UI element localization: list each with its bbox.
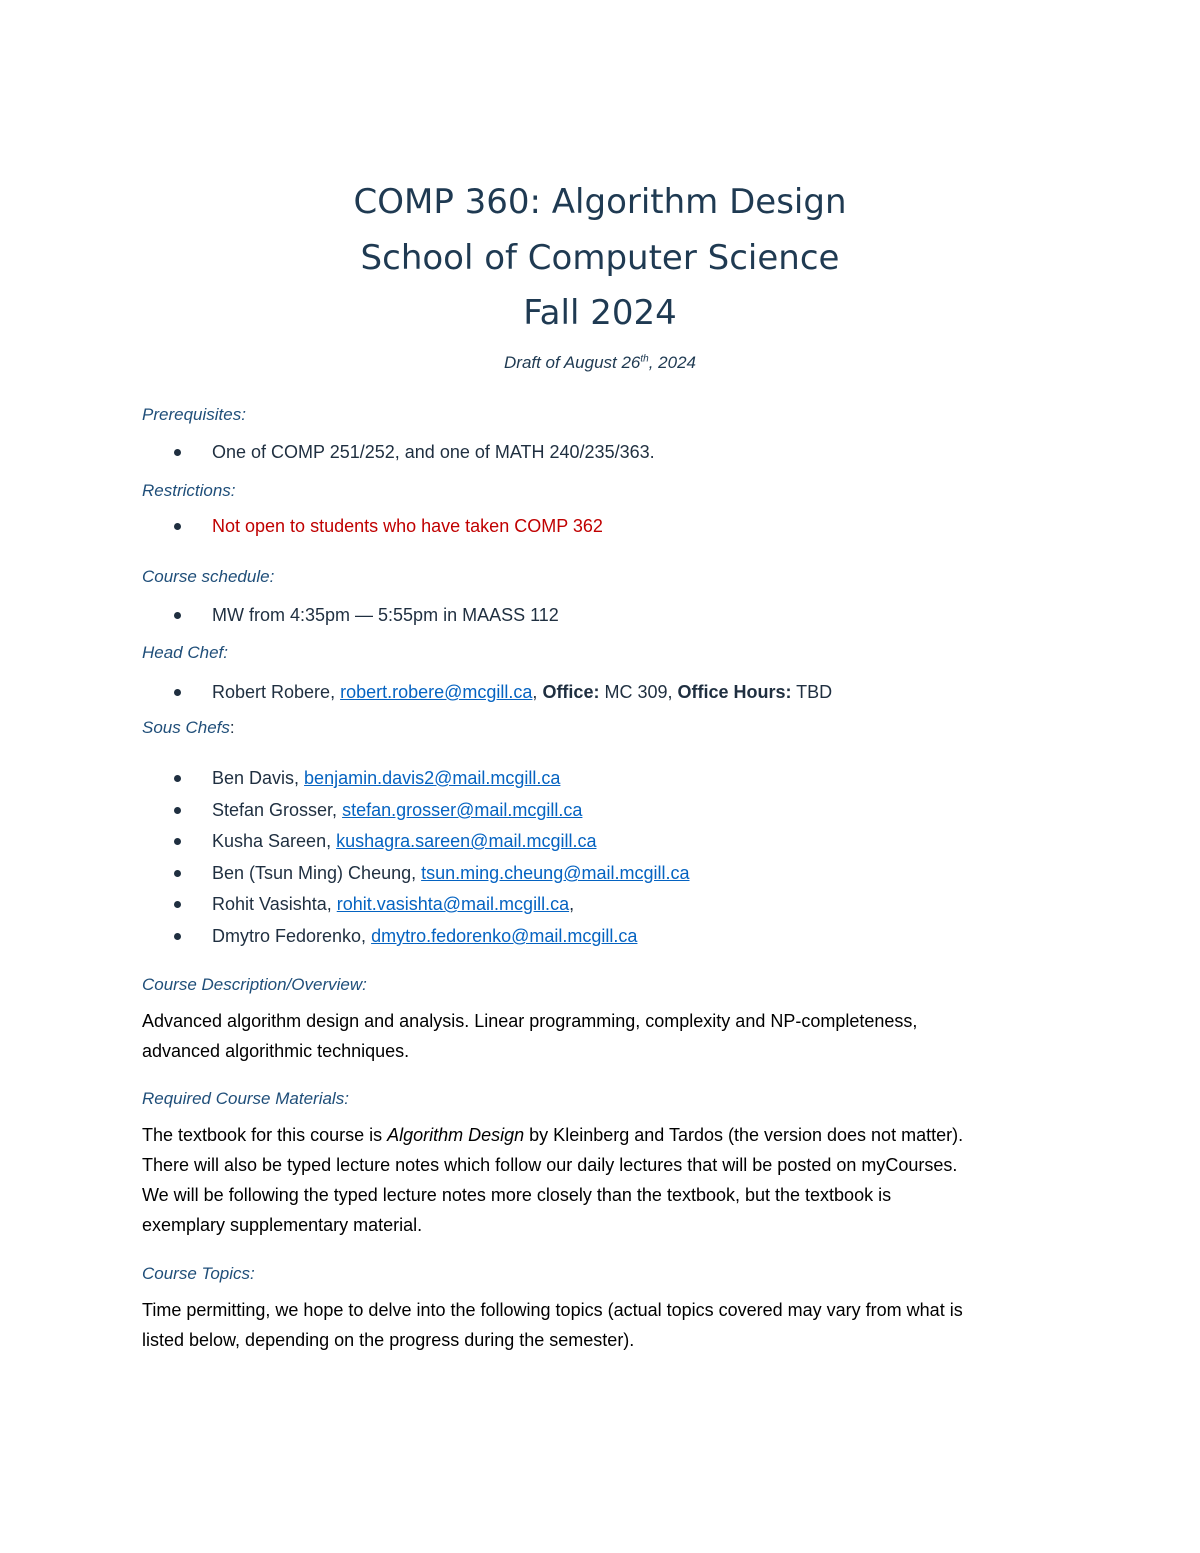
sous-chef-name: Kusha Sareen, xyxy=(212,831,337,851)
sous-chef-email-link[interactable]: stefan.grosser@mail.mcgill.ca xyxy=(342,800,583,820)
description-line: Advanced algorithm design and analysis. Linear programming, complexity and NP-completeness, xyxy=(142,1011,918,1031)
sous-chef-text xyxy=(212,862,690,884)
draft-date xyxy=(0,353,1200,373)
draft-date-suffix: , 2024 xyxy=(648,353,696,372)
sous-chefs-heading xyxy=(142,717,235,739)
sous-chef-email-link[interactable]: tsun.ming.cheung@mail.mcgill.ca xyxy=(421,863,690,883)
topics-line: Time permitting, we hope to delve into the following topics (actual topics covered may vary from what is xyxy=(142,1300,963,1320)
sous-chef-trail: , xyxy=(569,894,575,914)
sous-chef-text xyxy=(212,767,560,789)
description-line: advanced algorithmic techniques. xyxy=(142,1041,410,1061)
draft-date-prefix: Draft of August 26 xyxy=(504,353,641,372)
bullet-icon xyxy=(174,807,181,814)
bullet-icon xyxy=(174,870,181,877)
sous-chef-text xyxy=(212,925,637,947)
materials-line: There will also be typed lecture notes which follow our daily lectures that will be posted on myCourses. xyxy=(142,1155,958,1175)
textbook-title: Algorithm Design xyxy=(387,1125,525,1145)
office-hours-label: Office Hours: xyxy=(677,682,792,702)
sous-chef-email-link[interactable]: rohit.vasishta@mail.mcgill.ca xyxy=(336,894,570,914)
head-chef-email-link[interactable]: robert.robere@mcgill.ca xyxy=(340,682,533,702)
sous-chefs-heading-colon: : xyxy=(229,718,235,737)
topics-text xyxy=(142,1295,1072,1355)
bullet-icon xyxy=(174,523,181,530)
sous-chef-text xyxy=(212,893,574,915)
head-chef-name: Robert Robere, xyxy=(212,682,341,702)
bullet-icon xyxy=(174,775,181,782)
draft-date-sup: th xyxy=(640,353,649,365)
schedule-heading: Course schedule: xyxy=(142,567,275,586)
sous-chef-name: Ben Davis, xyxy=(212,768,305,788)
separator: , xyxy=(532,682,543,702)
sous-chef-email-link[interactable]: kushagra.sareen@mail.mcgill.ca xyxy=(336,831,597,851)
sous-chef-name: Ben (Tsun Ming) Cheung, xyxy=(212,863,422,883)
restrictions-text: Not open to students who have taken COMP 362 xyxy=(212,516,603,536)
restrictions-heading: Restrictions: xyxy=(142,481,236,500)
topics-line: listed below, depending on the progress during the semester). xyxy=(142,1330,635,1350)
bullet-icon xyxy=(174,933,181,940)
sous-chef-email-link[interactable]: dmytro.fedorenko@mail.mcgill.ca xyxy=(371,926,638,946)
materials-heading: Required Course Materials: xyxy=(142,1089,349,1108)
description-heading: Course Description/Overview: xyxy=(142,975,367,994)
bullet-icon xyxy=(174,612,181,619)
sous-chef-text xyxy=(212,799,582,821)
bullet-icon xyxy=(174,901,181,908)
materials-text-c: by Kleinberg and Tardos (the version does not matter). xyxy=(524,1125,964,1145)
sous-chefs-heading-text: Sous Chefs xyxy=(142,718,230,737)
bullet-icon xyxy=(174,838,181,845)
head-chef-text xyxy=(212,681,832,703)
office-label: Office: xyxy=(542,682,600,702)
office-hours-value: TBD xyxy=(791,682,833,702)
office-value: MC 309, xyxy=(599,682,678,702)
course-title: COMP 360: Algorithm Design xyxy=(353,182,847,222)
sous-chef-email-link[interactable]: benjamin.davis2@mail.mcgill.ca xyxy=(304,768,561,788)
prerequisites-heading: Prerequisites: xyxy=(142,405,246,424)
bullet-icon xyxy=(174,689,181,696)
bullet-icon xyxy=(174,449,181,456)
head-chef-heading: Head Chef: xyxy=(142,643,228,662)
materials-line xyxy=(142,1120,1072,1150)
term: Fall 2024 xyxy=(523,293,677,333)
materials-text-a: The textbook for this course is xyxy=(142,1125,388,1145)
prerequisites-text: One of COMP 251/252, and one of MATH 240/235/363. xyxy=(212,442,655,462)
description-text xyxy=(142,1006,1072,1066)
materials-text xyxy=(142,1120,1072,1240)
school-name: School of Computer Science xyxy=(360,238,840,278)
sous-chef-name: Dmytro Fedorenko, xyxy=(212,926,372,946)
materials-line: exemplary supplementary material. xyxy=(142,1215,423,1235)
schedule-text: MW from 4:35pm — 5:55pm in MAASS 112 xyxy=(212,605,559,625)
materials-line: We will be following the typed lecture notes more closely than the textbook, but the textbook is xyxy=(142,1185,892,1205)
sous-chef-name: Stefan Grosser, xyxy=(212,800,343,820)
sous-chef-name: Rohit Vasishta, xyxy=(212,894,337,914)
topics-heading: Course Topics: xyxy=(142,1264,255,1283)
sous-chef-text xyxy=(212,830,596,852)
